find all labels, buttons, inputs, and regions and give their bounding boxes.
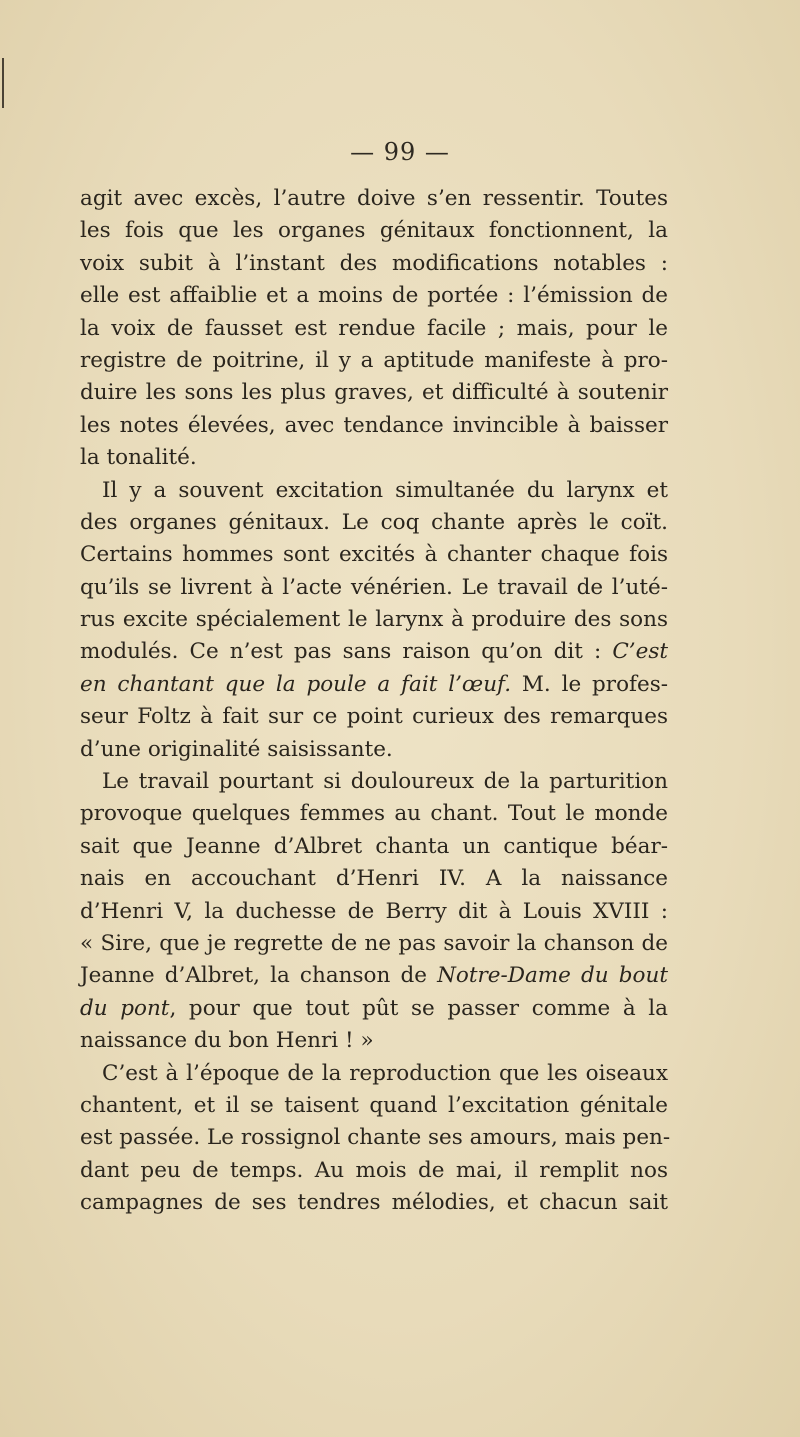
text-segment: modulés. Ce n’est pas sans raison qu’on dit : [80, 639, 613, 665]
text-segment: provoque quelques femmes au chant. Tout le monde [80, 801, 668, 827]
text-segment: Certains hommes sont excités à chanter chaque fois [80, 542, 668, 568]
text-line [80, 1122, 671, 1154]
text-segment: les fois que les organes génitaux fonctionnent, la [80, 218, 668, 244]
text-line [80, 248, 668, 280]
text-line [80, 766, 668, 798]
text-segment: Le travail pourtant si douloureux de la parturition [102, 769, 668, 795]
text-line [80, 1090, 668, 1122]
text-segment: d’une originalité saisissante. [80, 736, 393, 762]
italic-text: Notre-Dame du bout [437, 963, 668, 989]
text-line [80, 1187, 668, 1219]
text-segment: M. le profes- [511, 671, 669, 697]
text-segment: d’Henri V, la duchesse de Berry dit à Louis XVIII : [80, 898, 668, 924]
text-line [80, 1155, 668, 1187]
text-line [80, 377, 668, 409]
text-line [80, 604, 668, 636]
text-line [80, 572, 668, 604]
text-line [80, 475, 668, 507]
text-segment: est passée. Le rossignol chante ses amours, mais pen- [80, 1125, 671, 1151]
text-segment: dant peu de temps. Au mois de mai, il remplit nos [80, 1157, 668, 1183]
text-line [80, 313, 668, 345]
text-line [80, 993, 668, 1025]
text-line [80, 442, 668, 474]
text-segment: rus excite spécialement le larynx à produire des sons [80, 607, 668, 633]
text-line [80, 831, 668, 863]
text-line [80, 636, 668, 668]
text-segment: voix subit à l’instant des modifications notables : [80, 250, 668, 276]
italic-text: du pont [80, 995, 170, 1021]
text-segment: agit avec excès, l’autre doive s’en ressentir. Toutes [80, 186, 668, 211]
text-segment: chantent, et il se taisent quand l’excitation génitale [80, 1092, 668, 1118]
italic-text: C’est [612, 639, 668, 665]
italic-text: en chantant que la poule a fait l’œuf. [80, 671, 512, 697]
text-line [80, 928, 668, 960]
text-line [80, 734, 668, 766]
text-line [80, 280, 668, 312]
text-line [80, 539, 668, 571]
text-line [80, 896, 668, 928]
text-line [80, 669, 668, 701]
text-line [80, 1058, 668, 1090]
text-segment: la tonalité. [80, 445, 197, 471]
text-segment: seur Foltz à fait sur ce point curieux des remarques [80, 704, 668, 730]
text-line [80, 215, 668, 247]
text-line [80, 863, 668, 895]
text-segment: « Sire, que je regrette de ne pas savoir la chanson de [80, 930, 668, 956]
text-segment: les notes élevées, avec tendance invincible à baisser [80, 412, 668, 438]
text-segment: sait que Jeanne d’Albret chanta un cantique béar- [80, 833, 668, 859]
text-line [80, 410, 668, 442]
text-segment: registre de poitrine, il y a aptitude manifeste à pro- [80, 347, 668, 373]
text-line [80, 507, 668, 539]
text-segment: C’est à l’époque de la reproduction que les oiseaux [102, 1060, 668, 1086]
text-segment: elle est affaiblie et a moins de portée : l’émission de [80, 283, 668, 309]
body-text [80, 183, 671, 1220]
text-segment: naissance du bon Henri ! » [80, 1028, 374, 1054]
text-segment: duire les sons les plus graves, et difficulté à soutenir [80, 380, 668, 406]
text-line [80, 345, 668, 377]
text-segment: nais en accouchant d’Henri IV. A la naissance [80, 866, 668, 892]
margin-mark [2, 58, 4, 108]
text-segment: , pour que tout pût se passer comme à la [169, 995, 668, 1021]
text-segment: Il y a souvent excitation simultanée du larynx et [102, 477, 668, 503]
text-segment: Jeanne d’Albret, la chanson de [80, 963, 438, 989]
page-number: — 99 — [350, 138, 450, 166]
text-segment: la voix de fausset est rendue facile ; mais, pour le [80, 315, 668, 341]
text-segment: qu’ils se livrent à l’acte vénérien. Le travail de l’uté- [80, 574, 668, 600]
text-segment: campagnes de ses tendres mélodies, et chacun sait [80, 1190, 668, 1216]
text-line [80, 798, 668, 830]
text-line [80, 183, 668, 215]
text-line [80, 960, 668, 992]
text-segment: des organes génitaux. Le coq chante après le coït. [80, 509, 668, 535]
text-line [80, 1025, 668, 1057]
text-line [80, 701, 668, 733]
